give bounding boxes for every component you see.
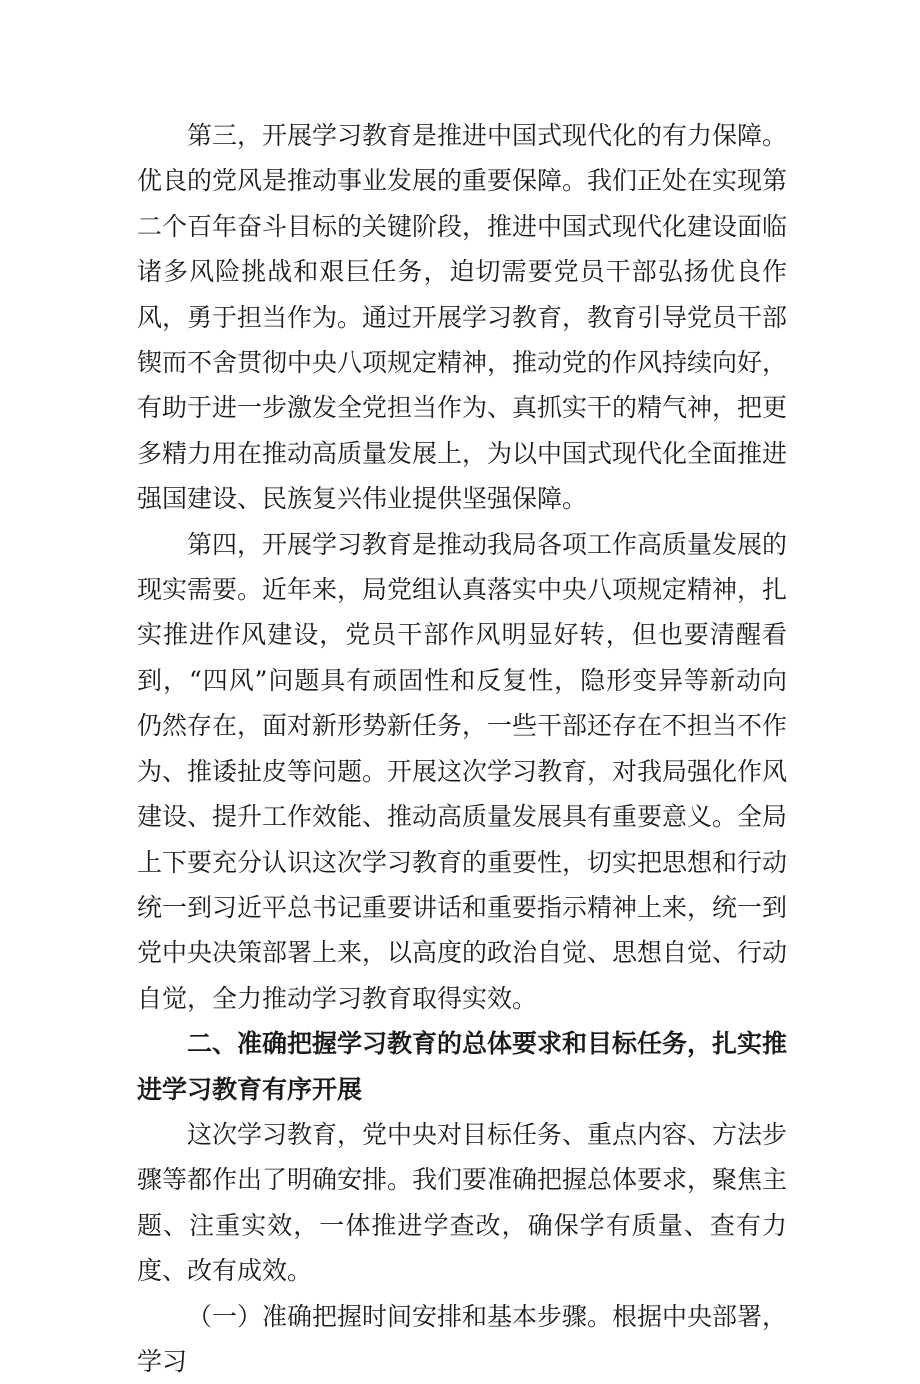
document-body [137, 113, 787, 1384]
paragraph-third-point: 第三，开展学习教育是推进中国式现代化的有力保障。优良的党风是推动事业发展的重要保障。我们正处在实现第二个百年奋斗目标的关键阶段，推进中国式现代化建设面临诸多风险挑战和艰巨任务，迫切需要党员干部弘扬优良作风，勇于担当作为。通过开展学习教育，教育引导党员干部锲而不舍贯彻中央八项规定精神，推动党的作风持续向好，有助于进一步激发全党担当作为、真抓实干的精气神，把更多精力用在推动高质量发展上，为以中国式现代化全面推进强国建设、民族复兴伟业提供坚强保障。 [137, 121, 788, 514]
paragraph-section-intro: 这次学习教育，党中央对目标任务、重点内容、方法步骤等都作出了明确安排。我们要准确把握总体要求，聚焦主题、注重实效，一体推进学查改，确保学有质量、查有力度、改有成效。 [137, 1119, 788, 1286]
section-heading-two: 二、准确把握学习教育的总体要求和目标任务，扎实推进学习教育有序开展 [137, 1029, 788, 1104]
paragraph-fourth-point: 第四，开展学习教育是推动我局各项工作高质量发展的现实需要。近年来，局党组认真落实中央八项规定精神，扎实推进作风建设，党员干部作风明显好转，但也要清醒看到，“四风”问题具有顽固性和反复性，隐形变异等新动向仍然存在，面对新形势新任务，一些干部还存在不担当不作为、推诿扯皮等问题。开展这次学习教育，对我局强化作风建设、提升工作效能、推动高质量发展具有重要意义。全局上下要充分认识这次学习教育的重要性，切实把思想和行动统一到习近平总书记重要讲话和重要指示精神上来，统一到党中央决策部署上来，以高度的政治自觉、思想自觉、行动自觉，全力推动学习教育取得实效。 [137, 529, 788, 1013]
paragraph-subsection-one: （一）准确把握时间安排和基本步骤。根据中央部署，学习 [137, 1301, 788, 1376]
